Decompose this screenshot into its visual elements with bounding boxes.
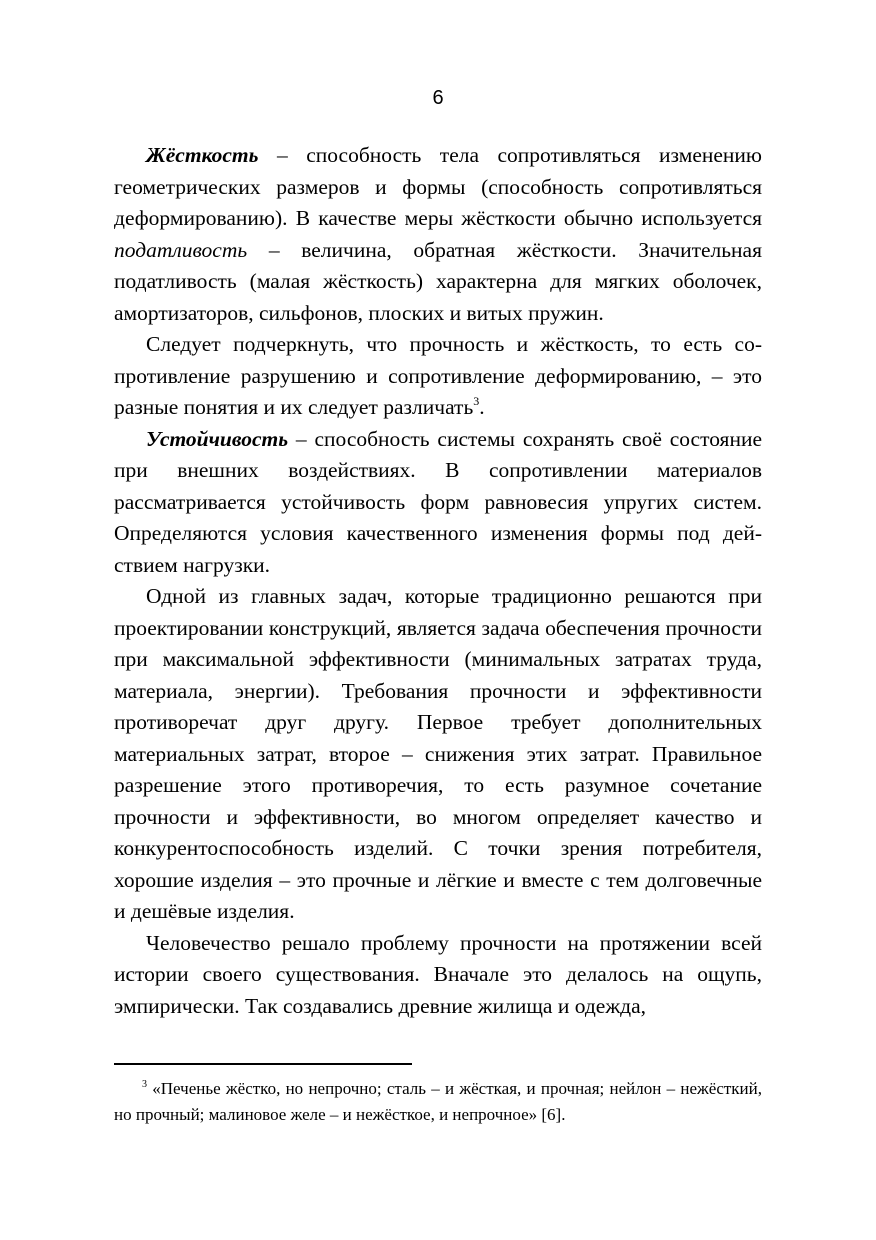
paragraph-stiffness xyxy=(114,140,762,329)
paragraph-stability xyxy=(114,424,762,582)
paragraph-text: – величина, обратная жёсткости. Значительная податливость (малая жёсткость) характерна для мягких оболочек, амортизаторов, сильфонов, плоских и витых пружин. xyxy=(114,237,762,325)
body-text xyxy=(114,140,762,1022)
paragraph-text: – способность системы сохранять своё состояние при внешних воздействиях. В сопротивлении материалов рассматривается устойчивость форм равновесия упругих систем. Определяются условия качественного изменения формы под действием нагрузки. xyxy=(114,426,762,577)
page-number: 6 xyxy=(432,87,444,109)
term-stiffness: Жёсткость xyxy=(146,143,259,167)
footnote-paragraph xyxy=(114,1076,762,1128)
paragraph-design-task xyxy=(114,581,762,928)
footnote xyxy=(114,1076,762,1128)
paragraph-strength-vs-stiffness xyxy=(114,329,762,424)
paragraph-text: Человечество решало проблему прочности на протяжении всей истории своего существования. Вначале это делалось на ощупь, эмпирически. Так создавались древние жилища и одежда, xyxy=(114,930,762,1018)
footnote-text: «Печенье жёстко, но непрочно; сталь – и жёсткая, и прочная; нейлон – нежёсткий, но прочный; малиновое желе – и нежёсткое, и непрочное» [6]. xyxy=(114,1079,762,1124)
term-compliance: податливость xyxy=(114,237,248,262)
paragraph-history xyxy=(114,928,762,1023)
paragraph-text: Следует подчеркнуть, что прочность и жёсткость, то есть сопротивление разрушению и сопротивление деформированию, – это разные понятия и их следует различать xyxy=(114,332,762,419)
footnote-mark: 3 xyxy=(142,1079,147,1090)
paragraph-text: . xyxy=(479,395,485,419)
footnote-separator xyxy=(114,1063,412,1065)
paragraph-text: Одной из главных задач, которые традиционно решаются при проектировании конструкций, является задача обеспечения прочности при максимальной эффективности (минимальных затратах труда, материала, энергии). Требования прочности и эффективности противоречат друг другу. Первое требует дополнительных материальных затрат, второе – снижения этих затрат. Правильное разрешение этого противоречия, то есть разумное сочетание прочности и эффективности, во многом определяет качество и конкурентоспособность изделий. С точки зрения потребителя, хорошие изделия – это прочные и лёгкие и вместе с тем долговечные и дешёвые изделия. xyxy=(114,584,762,923)
term-stability: Устойчивость xyxy=(146,426,289,451)
footnote-reference[interactable]: 3 xyxy=(473,394,480,408)
paragraph-text: – способность тела сопротивляться изменению геометрических размеров и формы (способность сопротивляться деформированию). В качестве меры жёсткости обычно используется xyxy=(114,143,762,230)
